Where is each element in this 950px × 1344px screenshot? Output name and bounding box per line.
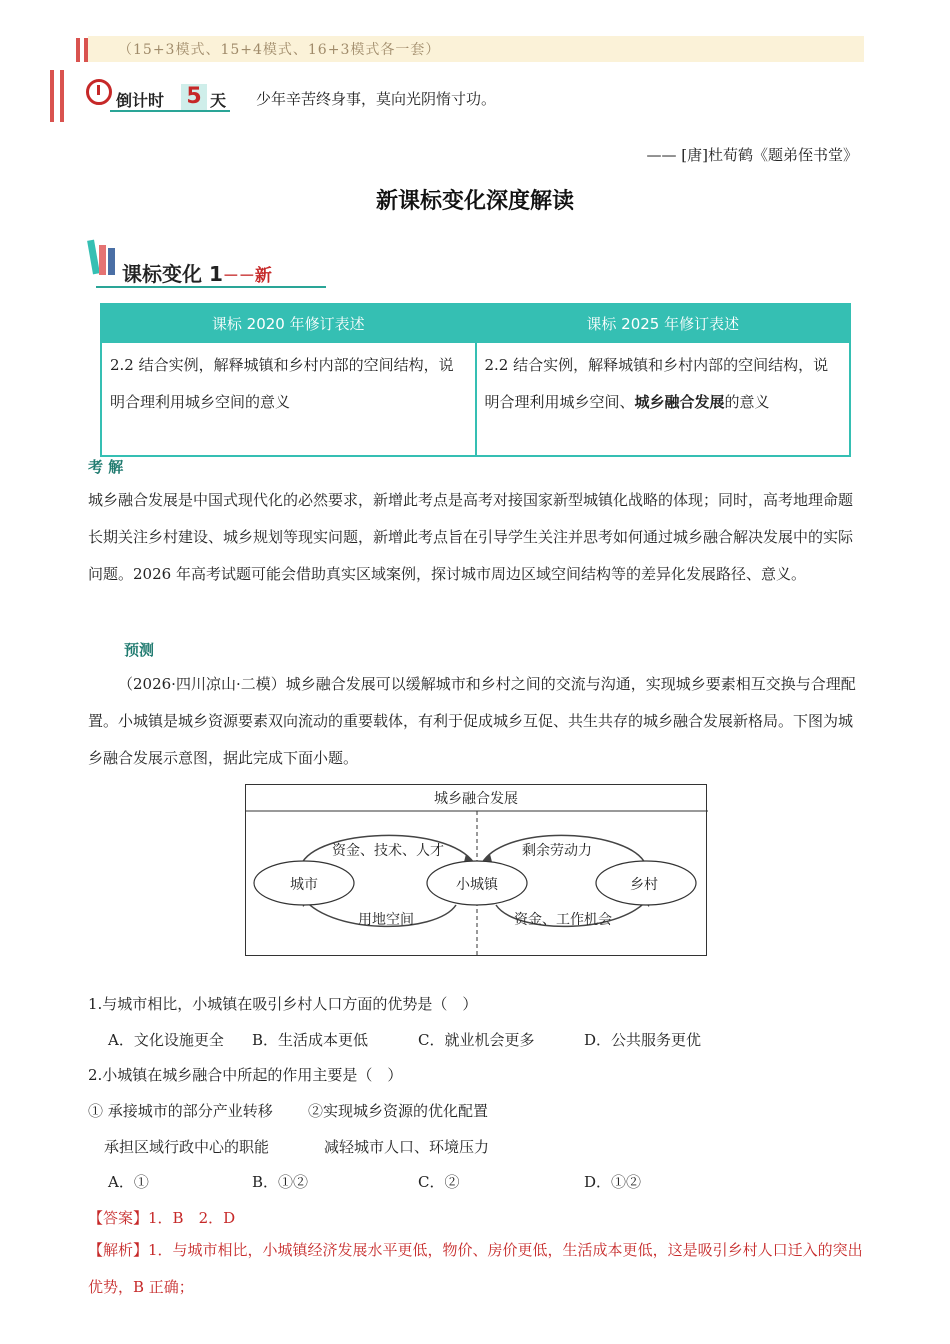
diagram-svg: [246, 785, 708, 957]
section-heading: [122, 258, 272, 287]
kaodian-heading: [88, 456, 123, 477]
table-header-2025: 课标 2025 年修订表述: [476, 304, 851, 342]
q2-statement-3: 承担区域行政中心的职能: [104, 1138, 270, 1156]
table-cell-2025: [476, 342, 851, 456]
yuce-intro: （2026·四川凉山·二模）城乡融合发展可以缓解城市和乡村之间的交流与沟通，实现城乡要素相互交换与合理配置。小城镇是城乡资源要素双向流动的重要载体，有利于促成城乡互促、共生共存的城乡融合发展新格局。下图为城乡融合发展示意图，据此完成下面小题。: [88, 675, 856, 767]
q2-statement-2: ②实现城乡资源的优化配置: [308, 1102, 489, 1120]
question-1: 1.与城市相比，小城镇在吸引乡村人口方面的优势是（ ）: [88, 995, 478, 1013]
table-cell-2025-text-b: 的意义: [724, 393, 770, 411]
analysis-block: [88, 1232, 866, 1306]
q1-option-b: B．生活成本更低: [252, 1031, 369, 1049]
diagram-flow-bottom-left: 用地空间: [358, 912, 414, 928]
poem-attribution: —— [唐]杜荀鹤《题弟侄书堂》: [646, 146, 858, 164]
diagram-node-village-label: 乡村: [630, 877, 658, 893]
section-title-prefix: 课标变化 1: [122, 262, 223, 286]
diagram-node-town-label: 小城镇: [456, 877, 498, 893]
countdown-label: 倒计时: [116, 91, 165, 110]
yuce-heading: 预测: [124, 641, 155, 659]
diagram-title: 城乡融合发展: [434, 791, 518, 807]
diagram-flow-top-left: 资金、技术、人才: [332, 843, 444, 859]
diagram-flow-top-right: 剩余劳动力: [522, 843, 592, 859]
banner-text: （15+3模式、15+4模式、16+3模式各一套）: [118, 42, 441, 58]
answer-label: 【答案】: [88, 1209, 149, 1227]
answer-block: [88, 1207, 235, 1228]
table-cell-2020: 2.2 结合实例，解释城镇和乡村内部的空间结构，说明合理利用城乡空间的意义: [101, 342, 476, 456]
q2-option-d: D．①②: [584, 1173, 642, 1191]
page-title: 新课标变化深度解读: [375, 189, 574, 214]
kaodian-text: 城乡融合发展是中国式现代化的必然要求，新增此考点是高考对接国家新型城镇化战略的体现；同时，高考地理命题长期关注乡村建设、城乡规划等现实问题，新增此考点旨在引导学生关注并思考如何通过城乡融合解决发展中的实际问题。2026 年高考试题可能会借助真实区域案例，探讨城市周边区域空间结构等的差异化发展路径、意义。: [88, 491, 854, 583]
answer-text: 1．B 2．D: [148, 1209, 236, 1227]
section-underline: [96, 286, 326, 288]
q2-option-c: C．②: [418, 1173, 460, 1191]
q1-option-c: C．就业机会更多: [418, 1031, 535, 1049]
table-header-2020: 课标 2020 年修订表述: [101, 304, 476, 342]
question-2: 2.小城镇在城乡融合中所起的作用主要是（ ）: [88, 1066, 403, 1084]
q1-option-d: D．公共服务更优: [584, 1031, 702, 1049]
q2-option-b: B．①②: [252, 1173, 309, 1191]
analysis-text: 1．与城市相比，小城镇经济发展水平更低，物价、房价更低，生活成本更低，这是吸引乡村人口迁入的突出优势，B 正确；: [88, 1241, 863, 1296]
standards-comparison-table: [100, 303, 851, 457]
countdown-unit: 天: [210, 91, 227, 110]
q2-statement-4: 减轻城市人口、环境压力: [324, 1138, 490, 1156]
countdown-underline: [110, 110, 230, 112]
q2-option-a: A．①: [108, 1173, 149, 1191]
clock-icon: [86, 79, 112, 105]
countdown-number: 5: [181, 84, 207, 110]
analysis-label: 【解析】: [88, 1241, 149, 1259]
poem-quote: 少年辛苦终身事，莫向光阴惰寸功。: [256, 90, 497, 108]
q2-statement-1: ① 承接城市的部分产业转移: [88, 1102, 273, 1120]
kaodian-heading-part1: 考: [88, 458, 104, 476]
q1-option-a: A．文化设施更全: [108, 1031, 224, 1049]
table-cell-2025-text-a: 2.2 结合实例，解释城镇和乡村内部的空间结构，说明合理利用城乡空间、: [484, 356, 829, 411]
urban-rural-diagram: [245, 784, 707, 956]
diagram-node-city-label: 城市: [290, 877, 318, 893]
table-cell-2025-bold: 城乡融合发展: [634, 393, 725, 411]
section-title-dash: －－: [222, 266, 255, 285]
kaodian-heading-part2: 解: [108, 458, 124, 476]
section-title-accent: 新: [254, 266, 272, 286]
diagram-flow-bottom-right: 资金、工作机会: [514, 912, 612, 928]
